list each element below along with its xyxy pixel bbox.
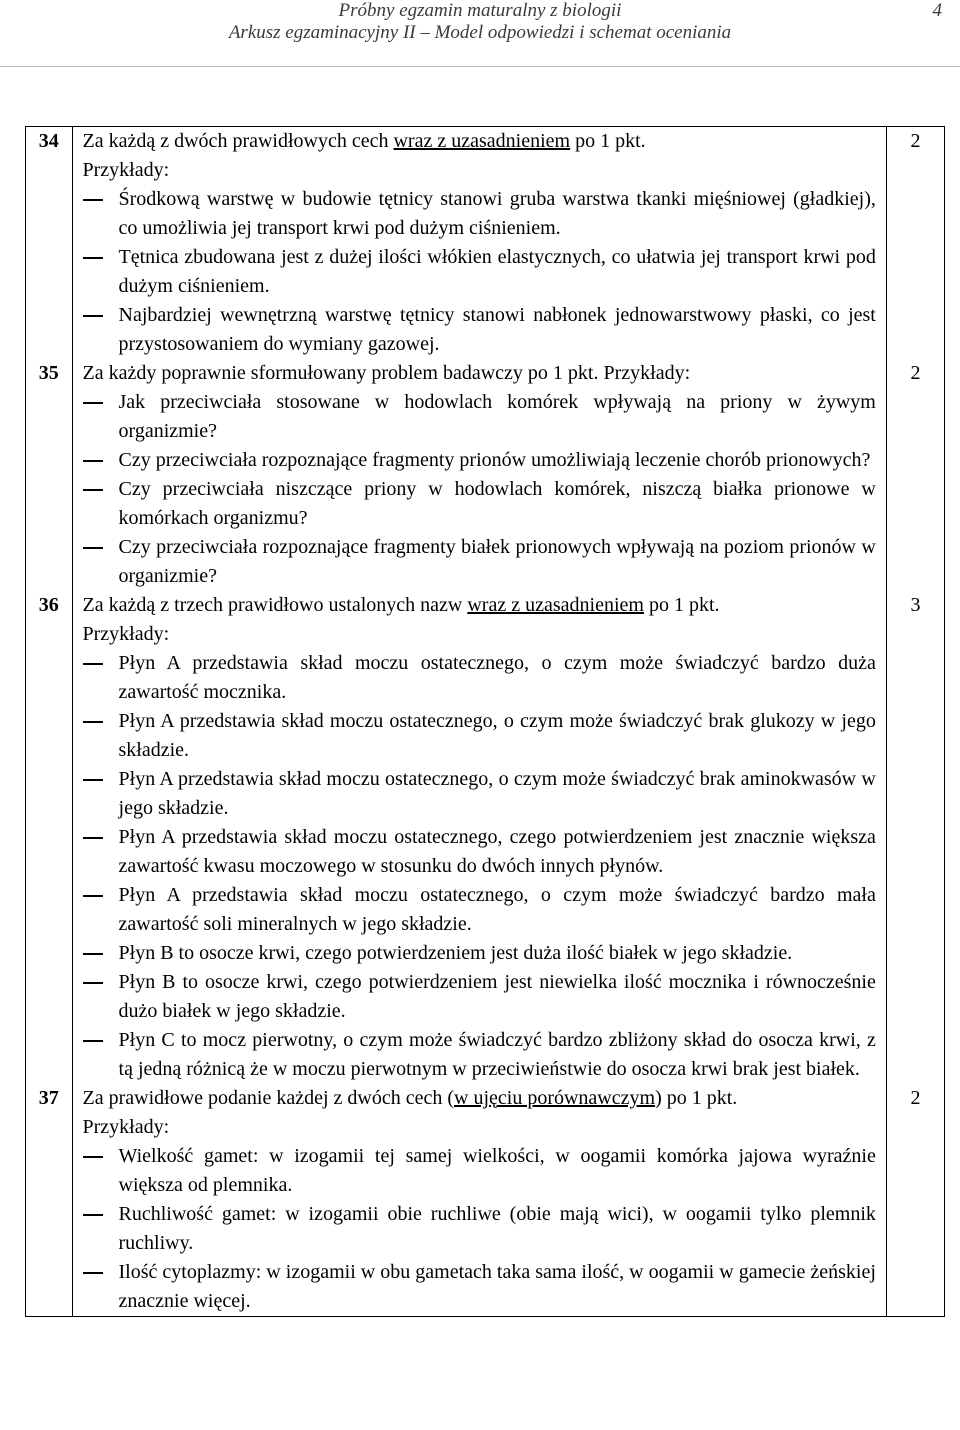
scoring-rule-text: Za każdą z dwóch prawidłowych cech [82,130,394,152]
example-item [83,446,876,475]
header-rule [0,66,960,67]
max-points: 2 [886,127,944,360]
page-header [0,0,960,68]
example-text: Najbardziej wewnętrzną warstwę tętnicy stanowi nabłonek jednowarstwowy płaski, co jest przystosowaniem do wymiany gazowej. [118,304,876,355]
example-item [83,765,876,823]
scoring-rule-emphasis: wraz z uzasadnieniem [467,594,644,616]
example-item [83,968,876,1026]
scoring-rule [83,359,876,388]
task-row-34 [26,127,945,360]
scoring-rule-text: Za każdy poprawnie sformułowany problem badawczy po 1 pkt. Przykłady: [82,362,691,384]
scoring-rule-text: Za każdą z trzech prawidłowo ustalonych nazw [82,594,468,616]
examples-label: Przykłady: [82,159,170,181]
example-text: Płyn C to mocz pierwotny, o czym może świadczyć bardzo zbliżony skład do osocza krwi, z tą jedną różnicą że w moczu pierwotnym w przeciwieństwie do osocza krwi brak jest białek. [118,1029,876,1080]
examples-label: Przykłady: [82,1116,170,1138]
task-number: 37 [26,1084,73,1317]
example-list [83,1142,876,1316]
scoring-rule [83,591,876,620]
example-text: Ruchliwość gamet: w izogamii obie ruchliwe (obie mają wici), w oogamii tylko plemnik ruchliwy. [118,1203,876,1254]
example-item [83,1026,876,1084]
max-points: 2 [886,1084,944,1317]
examples-label: Przykłady: [82,623,170,645]
task-criteria [72,127,886,360]
example-item [83,1258,876,1316]
example-text: Wielkość gamet: w izogamii tej samej wielkości, w oogamii komórka jajowa wyraźnie większa od plemnika. [118,1145,876,1196]
page-number: 4 [932,0,942,21]
example-item [83,707,876,765]
scoring-rule-emphasis: w ujęciu porównawczym [454,1087,656,1109]
example-list [83,388,876,591]
header-subtitle: Arkusz egzaminacyjny II – Model odpowiedzi i schemat oceniania [228,22,732,43]
task-row-37 [26,1084,945,1317]
example-text: Płyn A przedstawia skład moczu ostatecznego, o czym może świadczyć brak glukozy w jego składzie. [118,710,876,761]
example-list [83,649,876,1084]
example-text: Czy przeciwciała niszczące priony w hodowlach komórek, niszczą białka prionowe w komórkach organizmu? [118,478,876,529]
scoring-rule-emphasis: wraz z uzasadnieniem [393,130,571,152]
example-text: Jak przeciwciała stosowane w hodowlach komórek wpływają na priony w żywym organizmie? [118,391,876,442]
example-text: Czy przeciwciała rozpoznające fragmenty białek prionowych wpływają na poziom prionów w organizmie? [118,536,876,587]
example-text: Ilość cytoplazmy: w izogamii w obu gametach taka sama ilość, w oogamii w gamecie żeńskiej znacznie więcej. [118,1261,876,1312]
example-item [83,475,876,533]
example-item [83,881,876,939]
example-text: Płyn A przedstawia skład moczu ostatecznego, czego potwierdzeniem jest znacznie większa zawartość kwasu moczowego w stosunku do dwóch innych płynów. [118,826,876,877]
example-item [83,243,876,301]
example-item [83,185,876,243]
task-criteria [72,1084,886,1317]
scoring-rule-text: Za prawidłowe podanie każdej z dwóch cech ( [82,1087,455,1109]
scoring-rule-text-end: po 1 pkt. [643,594,720,616]
example-item [83,388,876,446]
example-text: Tętnica zbudowana jest z dużej ilości włókien elastycznych, co ułatwia jej transport krwi pod dużym ciśnieniem. [118,246,876,297]
task-number: 34 [26,127,73,360]
example-item [83,649,876,707]
example-text: Płyn B to osocze krwi, czego potwierdzeniem jest niewielka ilość mocznika i równocześnie dużo białek w jego składzie. [118,971,876,1022]
example-item [83,939,876,968]
task-row-36 [26,591,945,1084]
task-criteria [72,591,886,1084]
example-item [83,533,876,591]
example-item [83,1142,876,1200]
task-number: 35 [26,359,73,591]
example-list [83,185,876,359]
example-item [83,823,876,881]
example-text: Płyn A przedstawia skład moczu ostatecznego, o czym może świadczyć brak aminokwasów w jego składzie. [118,768,876,819]
example-text: Płyn A przedstawia skład moczu ostatecznego, o czym może świadczyć bardzo duża zawartość mocznika. [118,652,876,703]
scoring-rule-text-end: po 1 pkt. [570,130,646,152]
example-text: Czy przeciwciała rozpoznające fragmenty prionów umożliwiają leczenie chorób prionowych? [118,449,871,471]
scoring-rule [83,127,876,156]
example-text: Płyn A przedstawia skład moczu ostatecznego, o czym może świadczyć bardzo mała zawartość soli mineralnych w jego składzie. [118,884,876,935]
header-exam-title: Próbny egzamin maturalny z biologii [338,0,622,21]
scoring-rule-text-end: ) po 1 pkt. [655,1087,738,1109]
scoring-rule [83,1084,876,1113]
max-points: 2 [886,359,944,591]
answer-key-table [25,126,945,1317]
example-item [83,301,876,359]
example-text: Środkową warstwę w budowie tętnicy stanowi gruba warstwa tkanki mięśniowej (gładkiej), co umożliwia jej transport krwi pod dużym ciśnieniem. [118,188,876,239]
task-criteria [72,359,886,591]
example-item [83,1200,876,1258]
task-number: 36 [26,591,73,1084]
task-row-35 [26,359,945,591]
example-text: Płyn B to osocze krwi, czego potwierdzeniem jest duża ilość białek w jego składzie. [118,942,793,964]
max-points: 3 [886,591,944,1084]
